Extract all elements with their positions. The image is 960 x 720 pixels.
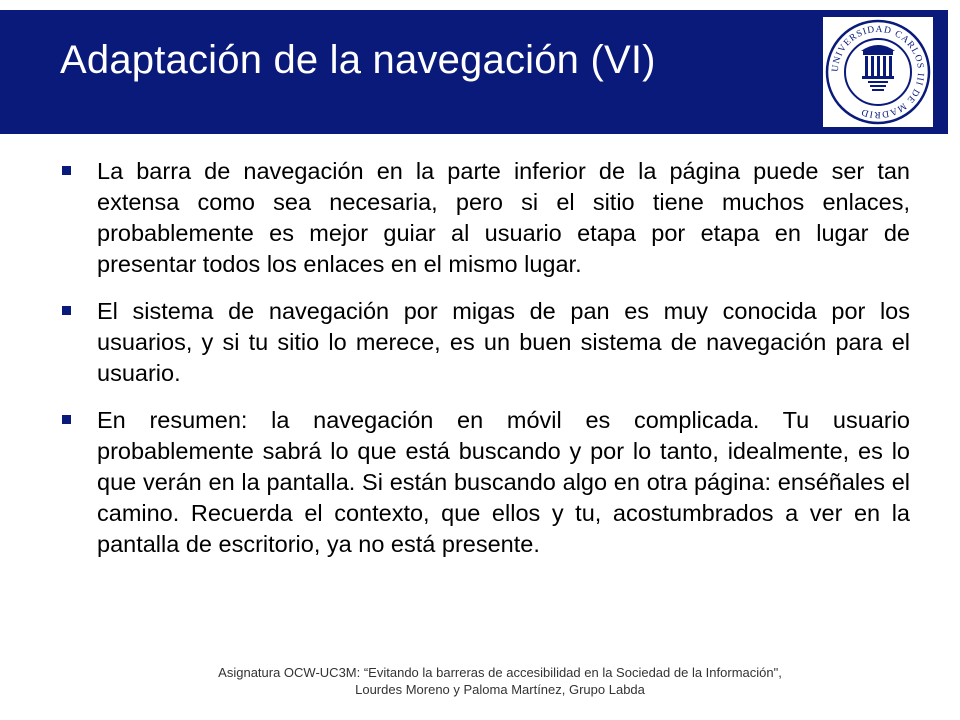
slide-footer — [100, 664, 900, 698]
square-bullet-icon — [62, 415, 71, 424]
bullet-item — [60, 296, 910, 389]
bullet-text: En resumen: la navegación en móvil es complicada. Tu usuario probablemente sabrá lo que está buscando y por lo tanto, idealmente, es lo que verán en la pantalla. Si están buscando algo en otra página: enséñales el camino. Recuerda el contexto, que ellos y tu, acostumbrados a ver en la pantalla de escritorio, ya no está presente. — [97, 407, 910, 557]
university-logo — [823, 17, 933, 127]
square-bullet-icon — [62, 306, 71, 315]
footer-line-authors: Lourdes Moreno y Paloma Martínez, Grupo Labda — [355, 682, 645, 697]
slide-title: Adaptación de la navegación (VI) — [60, 38, 656, 82]
bullet-list — [60, 156, 910, 576]
logo-ring-text: UNIVERSIDAD CARLOS III DE MADRID — [830, 24, 926, 120]
bullet-text: El sistema de navegación por migas de pan es muy conocida por los usuarios, y si tu sitio lo merece, es un buen sistema de navegación para el usuario. — [97, 298, 910, 386]
footer-line-course: Asignatura OCW-UC3M: “Evitando la barreras de accesibilidad en la Sociedad de la Información", — [218, 665, 782, 680]
university-seal-icon — [823, 17, 933, 127]
bullet-text: La barra de navegación en la parte inferior de la página puede ser tan extensa como sea necesaria, pero si el sitio tiene muchos enlaces, probablemente es mejor guiar al usuario etapa por etapa en lugar de presentar todos los enlaces en el mismo lugar. — [97, 158, 910, 277]
slide-header — [0, 10, 948, 134]
bullet-item — [60, 156, 910, 280]
bullet-item — [60, 405, 910, 560]
square-bullet-icon — [62, 166, 71, 175]
